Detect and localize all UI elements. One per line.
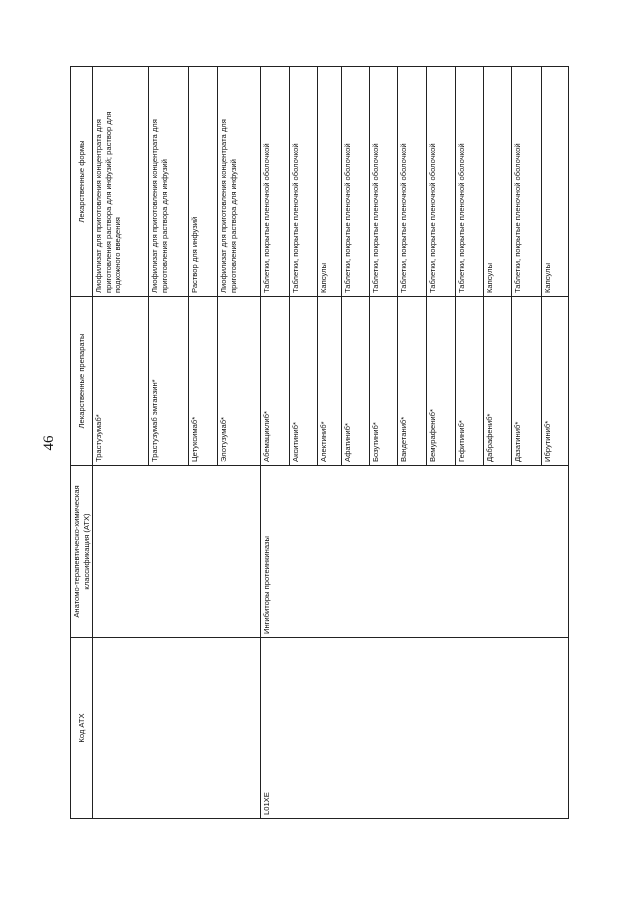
- form-cell: Таблетки, покрытые пленочной оболочкой: [290, 67, 318, 297]
- atc-classification-cell: Ингибиторы протеинкиназы: [261, 466, 569, 638]
- drug-cell: Трастузумаб*: [93, 297, 149, 466]
- classification-cell-empty: [93, 466, 261, 638]
- form-cell: Капсулы: [542, 67, 569, 297]
- drug-cell: Элотузумаб*: [218, 297, 261, 466]
- atc-table: [70, 66, 569, 819]
- table-row: [261, 67, 290, 819]
- drug-cell: Дабрафениб*: [484, 297, 512, 466]
- drug-cell: Ибрутиниб*: [542, 297, 569, 466]
- table-row: [93, 67, 149, 819]
- form-cell: Капсулы: [318, 67, 342, 297]
- form-cell: Таблетки, покрытые пленочной оболочкой: [427, 67, 456, 297]
- page-number: 46: [41, 435, 57, 451]
- drug-cell: Трастузумаб эмтанзин*: [149, 297, 189, 466]
- drug-cell: Дазатиниб*: [512, 297, 542, 466]
- header-forms: Лекарственные формы: [71, 67, 93, 297]
- rotated-table-container: [70, 67, 571, 819]
- drug-cell: Гефитиниб*: [456, 297, 484, 466]
- form-cell: Таблетки, покрытые пленочной оболочкой: [370, 67, 398, 297]
- form-cell: Таблетки, покрытые пленочной оболочкой: [512, 67, 542, 297]
- drug-cell: Алектиниб*: [318, 297, 342, 466]
- form-cell: Таблетки, покрытые пленочной оболочкой: [456, 67, 484, 297]
- drug-cell: Цетуксимаб*: [189, 297, 218, 466]
- form-cell: Капсулы: [484, 67, 512, 297]
- form-cell: Лиофилизат для приготовления концентрата для приготовления раствора для инфузий: [218, 67, 261, 297]
- header-code: Код АТХ: [71, 638, 93, 819]
- header-drugs: Лекарственные препараты: [71, 297, 93, 466]
- drug-cell: Бозутиниб*: [370, 297, 398, 466]
- atc-code-cell: L01XE: [261, 638, 569, 819]
- form-cell: Раствор для инфузий: [189, 67, 218, 297]
- drug-cell: Вандетаниб*: [398, 297, 427, 466]
- form-cell: Таблетки, покрытые пленочной оболочкой: [398, 67, 427, 297]
- drug-cell: Абемациклиб*: [261, 297, 290, 466]
- form-cell: Таблетки, покрытые пленочной оболочкой: [261, 67, 290, 297]
- drug-cell: Вемурафениб*: [427, 297, 456, 466]
- code-cell-empty: [93, 638, 261, 819]
- form-cell: Лиофилизат для приготовления концентрата для приготовления раствора для инфузий: [149, 67, 189, 297]
- table-header-row: [71, 67, 93, 819]
- form-cell: Таблетки, покрытые пленочной оболочкой: [342, 67, 370, 297]
- header-classification: Анатомо-терапевтическо-химическая классификация (АТХ): [71, 466, 93, 638]
- drug-cell: Афатиниб*: [342, 297, 370, 466]
- drug-cell: Акситиниб*: [290, 297, 318, 466]
- form-cell: Лиофилизат для приготовления концентрата для приготовления раствора для инфузий; раствор для подкожного введения: [93, 67, 149, 297]
